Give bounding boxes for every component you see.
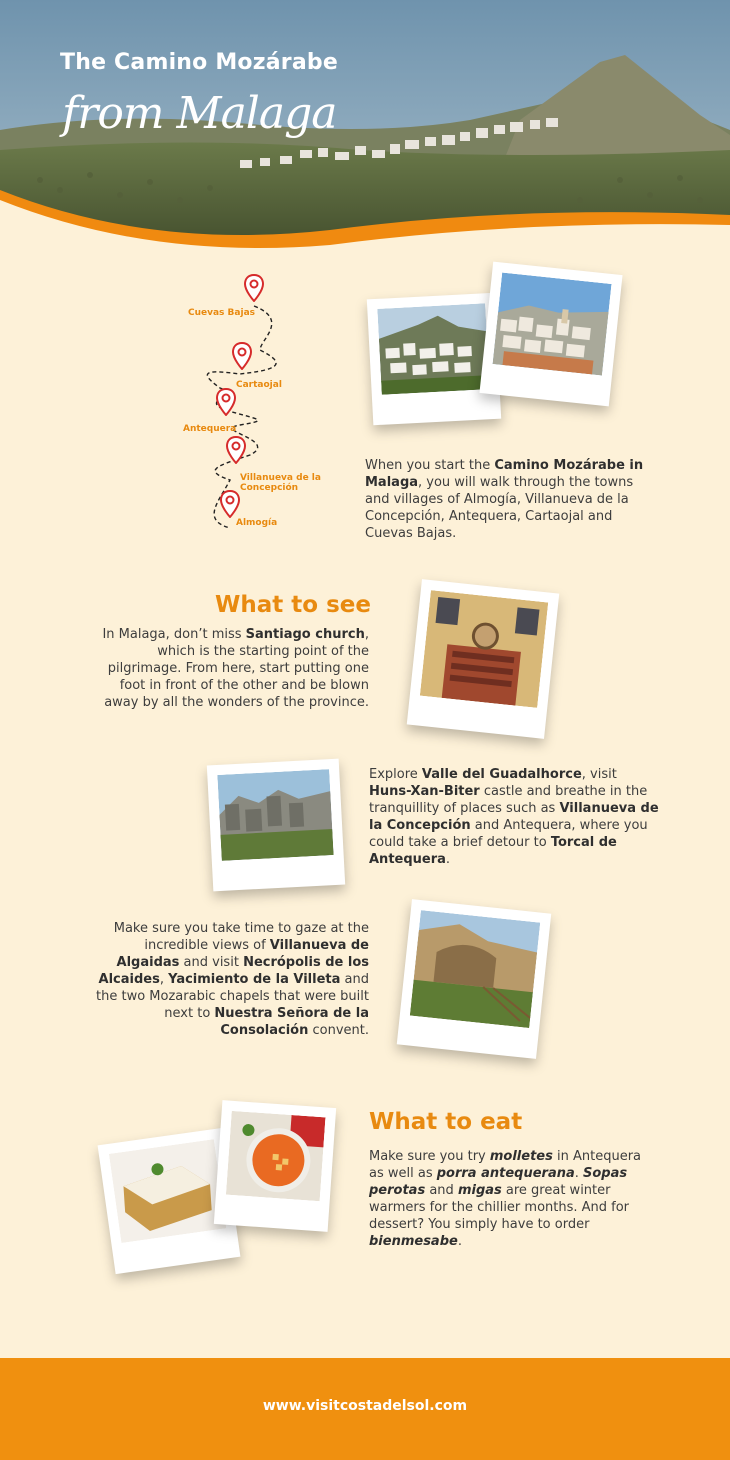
photo-santiago-church	[407, 579, 560, 739]
hero-banner	[0, 0, 730, 260]
hero-title: The Camino Mozárabe	[60, 50, 338, 75]
eat-text: .	[457, 1234, 462, 1249]
see-highlight: Huns-Xan-Biter	[369, 784, 480, 799]
map-pin-icon	[220, 490, 240, 518]
eat-text: in Antequera as well as	[369, 1149, 642, 1181]
see-highlight: Torcal de Antequera	[369, 835, 617, 867]
photo-torcal	[207, 759, 345, 892]
eat-highlight: Sopas perotas	[369, 1166, 628, 1198]
see-highlight: Villanueva de Algaidas	[116, 938, 369, 970]
section-heading-eat: What to eat	[369, 1109, 523, 1135]
map-pin-icon	[232, 342, 252, 370]
eat-highlight: bienmesabe	[369, 1234, 458, 1249]
see-text: , which is the starting point of the pilgrimage. From here, start putting one foot in front of the other and be blown away by all the wonders of the province.	[104, 627, 369, 710]
see-highlight: Yacimiento de la Villeta	[168, 972, 341, 987]
intro-paragraph	[365, 457, 650, 542]
photo-village-2	[479, 262, 622, 407]
intro-text: When you start the	[365, 458, 495, 473]
intro-text: , you will walk through the towns and villages of Almogía, Villanueva de la Concepción, Antequera, Cartaojal and Cuevas Bajas.	[365, 475, 634, 541]
route-stop-label: Cartaojal	[236, 380, 282, 390]
see-highlight: Valle del Guadalhorce	[421, 767, 582, 782]
map-pin-icon	[244, 274, 264, 302]
hero-subtitle: from Malaga	[62, 88, 337, 139]
route-stop-label: Cuevas Bajas	[188, 308, 255, 318]
see-paragraph-1	[95, 626, 369, 711]
eat-highlight: migas	[457, 1183, 502, 1198]
see-text: Explore	[369, 767, 422, 782]
see-highlight: Santiago church	[245, 627, 365, 642]
eat-text: .	[574, 1166, 584, 1181]
eat-text: Make sure you try	[369, 1149, 490, 1164]
see-highlight: Villanueva de la Concepción	[369, 801, 659, 833]
see-text: and visit	[179, 955, 244, 970]
see-paragraph-2	[369, 766, 661, 868]
route-stop-label: Villanueva de la Concepción	[240, 473, 321, 493]
route-stop-label: Antequera	[183, 424, 237, 434]
see-highlight: Necrópolis de los Alcaides	[98, 955, 369, 987]
see-text: .	[445, 852, 451, 867]
section-heading-see: What to see	[215, 592, 371, 618]
photo-village-1	[367, 293, 501, 426]
see-text: ,	[159, 972, 169, 987]
photo-necropolis	[397, 899, 551, 1059]
see-highlight: Nuestra Señora de la Consolación	[214, 1006, 369, 1038]
map-pin-icon	[226, 436, 246, 464]
see-text: In Malaga, don’t miss	[102, 627, 246, 642]
see-text: and the two Mozarabic chapels that were built next to	[96, 972, 369, 1021]
route-map	[180, 270, 340, 540]
photo-porra	[214, 1100, 336, 1232]
map-pin-icon	[216, 388, 236, 416]
route-stop-label: Almogía	[236, 518, 278, 528]
see-text: , visit	[581, 767, 617, 782]
eat-text: and	[425, 1183, 458, 1198]
see-text: Make sure you take time to gaze at the incredible views of	[113, 921, 369, 953]
see-text: convent.	[308, 1023, 369, 1038]
intro-highlight: Camino Mozárabe in Malaga	[365, 458, 644, 490]
eat-highlight: molletes	[489, 1149, 553, 1164]
eat-text: are great winter warmers for the chillier months. And for dessert? You simply have to order	[369, 1183, 630, 1232]
footer	[0, 1358, 730, 1460]
footer-website-link[interactable]: www.visitcostadelsol.com	[262, 1398, 468, 1414]
eat-highlight: porra antequerana	[436, 1166, 575, 1181]
eat-paragraph	[369, 1148, 649, 1250]
see-text: castle and breathe in the tranquillity of places such as	[369, 784, 648, 816]
see-text: and Antequera, where you could take a brief detour to	[369, 818, 648, 850]
see-paragraph-3	[88, 920, 369, 1039]
